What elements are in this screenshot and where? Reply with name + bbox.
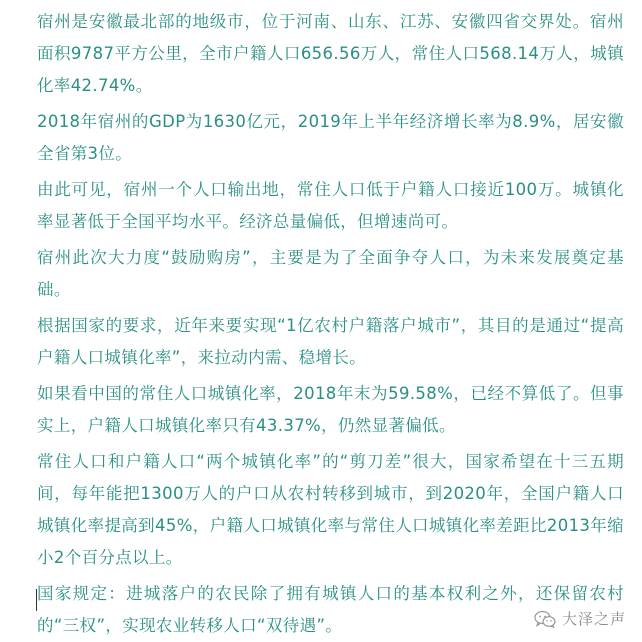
watermark — [528, 606, 632, 631]
paragraph-urbanization-rate: 如果看中国的常住人口城镇化率，2018年末为59.58%，已经不算低了。但事实上，户籍人口城镇化率只有43.37%，仍然显著偏低。 — [37, 384, 624, 435]
paragraph-national-requirement: 根据国家的要求，近年来要实现“1亿农村户籍落户城市”，其目的是通过“提高户籍人口城镇化率”，来拉动内需、稳增长。 — [37, 316, 624, 367]
watermark-text: 大泽之声 — [561, 610, 626, 628]
wechat-icon — [534, 610, 556, 628]
text-cursor — [36, 589, 37, 611]
paragraph-purpose: 宿州此次大力度“鼓励购房”，主要是为了全面争夺人口，为未来发展奠定基础。 — [37, 248, 624, 299]
paragraph-gdp: 2018年宿州的GDP为1630亿元，2019年上半年经济增长率为8.9%，居安徽全省第3位。 — [37, 112, 624, 163]
paragraph-scissors-gap: 常住人口和户籍人口“两个城镇化率”的“剪刀差”很大，国家希望在十三五期间，每年能把1300万人的户口从农村转移到城市，到2020年，全国户籍人口城镇化率提高到45%，户籍人口城镇化率与常住人口城镇化率差距比2013年缩小2个百分点以上。 — [37, 452, 624, 567]
paragraph-analysis: 由此可见，宿州一个人口输出地，常住人口低于户籍人口接近100万。城镇化率显著低于全国平均水平。经济总量偏低，但增速尚可。 — [37, 180, 624, 231]
paragraph-location: 宿州是安徽最北部的地级市，位于河南、山东、江苏、安徽四省交界处。宿州面积9787平方公里，全市户籍人口656.56万人，常住人口568.14万人，城镇化率42.74%。 — [37, 12, 624, 95]
paragraph-regulation: 国家规定：进城落户的农民除了拥有城镇人口的基本权利之外，还保留农村的“三权”，实现农业转移人口“双待遇”。 — [37, 584, 624, 635]
